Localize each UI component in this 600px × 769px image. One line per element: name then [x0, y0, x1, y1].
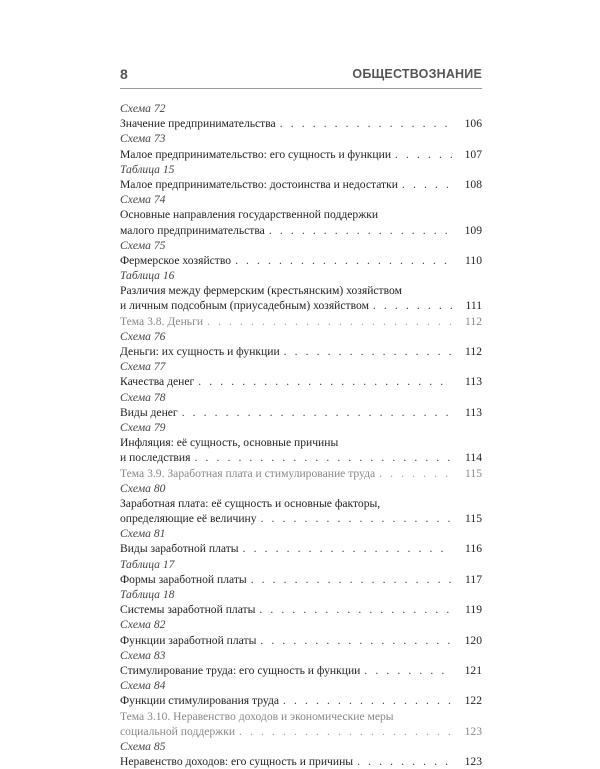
dot-leader [235, 253, 452, 268]
toc-entry[interactable] [120, 663, 482, 678]
dot-leader [364, 663, 452, 678]
dot-leader [198, 374, 452, 389]
toc-item-line: Основные направления государственной поддержки [120, 208, 379, 222]
toc-entry[interactable] [120, 754, 482, 769]
toc-entry-page: 123 [464, 755, 482, 769]
dot-leader [379, 466, 452, 481]
toc-item-label: Схема 83 [120, 648, 166, 662]
toc-entry-title: Системы заработной платы [120, 603, 256, 617]
toc-entry-page: 113 [465, 375, 482, 389]
toc-entry[interactable] [120, 147, 482, 162]
toc-entry[interactable] [120, 633, 482, 648]
toc-item-label: Таблица 16 [120, 269, 175, 283]
toc-item-label: Схема 74 [120, 193, 166, 207]
dot-leader [251, 572, 452, 587]
toc-entry-page: 116 [465, 542, 482, 556]
toc-item-label: Схема 84 [120, 679, 166, 693]
toc-entry[interactable] [120, 223, 482, 238]
dot-leader [207, 314, 452, 329]
toc-entry-page: 113 [465, 405, 482, 419]
toc-item-label: Схема 75 [120, 238, 166, 252]
toc-item-label: Таблица 17 [120, 557, 175, 571]
toc-topic-title: социальной поддержки [120, 724, 236, 738]
toc-entry-page: 107 [464, 147, 482, 161]
toc-entry-page: 117 [465, 572, 482, 586]
toc-entry-title: Деньги: их сущность и функции [120, 345, 280, 358]
toc-entry[interactable] [120, 116, 482, 131]
toc-entry[interactable] [120, 298, 482, 313]
toc-item-label: Таблица 18 [120, 588, 175, 601]
toc-entry-page: 120 [464, 633, 482, 647]
toc-topic-page: 123 [464, 724, 482, 738]
toc-item-line: Инфляция: её сущность, основные причины [120, 436, 339, 450]
toc-topic-title: Тема 3.8. Деньги [120, 314, 204, 328]
toc-entry-title: Стимулирование труда: его сущность и функции [120, 663, 361, 677]
toc-entry-title: определяющие её величину [120, 512, 257, 526]
page-header [120, 66, 482, 82]
toc-entry-page: 109 [464, 223, 482, 237]
toc-entry[interactable] [120, 253, 482, 268]
toc-entry-title: Формы заработной платы [120, 572, 247, 586]
toc-entry-title: Функции стимулирования труда [120, 694, 280, 708]
toc-topic-line: Тема 3.10. Неравенство доходов и экономические меры [120, 709, 394, 723]
toc-entry-title: Виды заработной платы [120, 542, 239, 556]
toc-item-label: Схема 73 [120, 132, 166, 146]
toc-item-label: Схема 76 [120, 329, 166, 343]
toc-entry[interactable] [120, 450, 482, 465]
toc-entry-title: Функции заработной платы [120, 633, 257, 647]
toc-item-line: Различия между фермерским (крестьянским) хозяйством [120, 284, 402, 298]
page-number: 8 [120, 66, 128, 82]
toc-entry[interactable] [120, 602, 482, 617]
toc-entry[interactable] [120, 177, 482, 192]
toc-topic-title: Тема 3.9. Заработная плата и стимулирование труда [120, 466, 376, 480]
toc-topic[interactable] [120, 314, 482, 329]
dot-leader [357, 754, 452, 769]
toc-entry-page: 112 [465, 345, 482, 358]
toc-entry-title: Малое предпринимательство: достоинства и недостатки [120, 177, 398, 191]
dot-leader [283, 693, 452, 708]
dot-leader [260, 633, 452, 648]
toc-entry-page: 110 [465, 253, 482, 267]
toc-item-label: Схема 80 [120, 481, 166, 495]
toc-entry-page: 122 [464, 694, 482, 708]
toc-entry-title: Неравенство доходов: его сущность и причины [120, 755, 354, 769]
dot-leader [280, 116, 452, 131]
dot-leader [261, 511, 452, 526]
toc-topic-page: 112 [465, 314, 482, 328]
toc-item-label: Таблица 15 [120, 162, 175, 176]
toc-entry[interactable] [120, 405, 482, 420]
dot-leader [182, 405, 452, 420]
toc-entry[interactable] [120, 374, 482, 389]
toc-entry-page: 121 [464, 663, 482, 677]
toc-item-label: Схема 77 [120, 360, 166, 374]
table-of-contents [120, 101, 482, 769]
toc-topic[interactable] [120, 724, 482, 739]
toc-entry-title: Значение предпринимательства [120, 117, 276, 131]
toc-item-label: Схема 78 [120, 390, 166, 404]
toc-entry-title: Фермерское хозяйство [120, 253, 232, 267]
dot-leader [239, 724, 452, 739]
dot-leader [243, 541, 452, 556]
toc-entry-page: 111 [465, 299, 482, 313]
toc-item-label: Схема 81 [120, 527, 166, 541]
toc-topic[interactable] [120, 466, 482, 481]
toc-entry[interactable] [120, 541, 482, 556]
dot-leader [373, 298, 452, 313]
toc-entry-title: Виды денег [120, 405, 178, 419]
toc-entry[interactable] [120, 572, 482, 587]
toc-entry-title: и личным подсобным (приусадебным) хозяйством [120, 299, 369, 313]
toc-entry[interactable] [120, 511, 482, 526]
toc-item-label: Схема 72 [120, 102, 166, 115]
toc-item-label: Схема 85 [120, 739, 166, 753]
dot-leader [395, 147, 452, 162]
toc-topic-page: 115 [465, 466, 482, 480]
toc-entry-title: и последствия [120, 451, 191, 465]
toc-entry-title: Качества денег [120, 375, 195, 389]
toc-item-label: Схема 79 [120, 420, 166, 434]
toc-entry-title: малого предпринимательства [120, 223, 265, 237]
toc-item-line: Заработная плата: её сущность и основные факторы, [120, 496, 381, 510]
dot-leader [402, 177, 452, 192]
toc-entry-page: 114 [465, 451, 482, 465]
toc-entry-page: 115 [465, 512, 482, 526]
dot-leader [269, 223, 452, 238]
dot-leader [194, 450, 452, 465]
toc-entry[interactable] [120, 344, 482, 359]
toc-entry-page: 108 [464, 177, 482, 191]
dot-leader [284, 344, 452, 359]
toc-item-label: Схема 82 [120, 618, 166, 632]
toc-entry-title: Малое предпринимательство: его сущность и функции [120, 147, 392, 161]
header-rule [120, 88, 482, 89]
toc-entry[interactable] [120, 693, 482, 708]
toc-entry-page: 106 [464, 117, 482, 131]
toc-entry-page: 119 [465, 603, 482, 617]
dot-leader [259, 602, 452, 617]
running-title: ОБЩЕСТВОЗНАНИЕ [352, 67, 482, 81]
